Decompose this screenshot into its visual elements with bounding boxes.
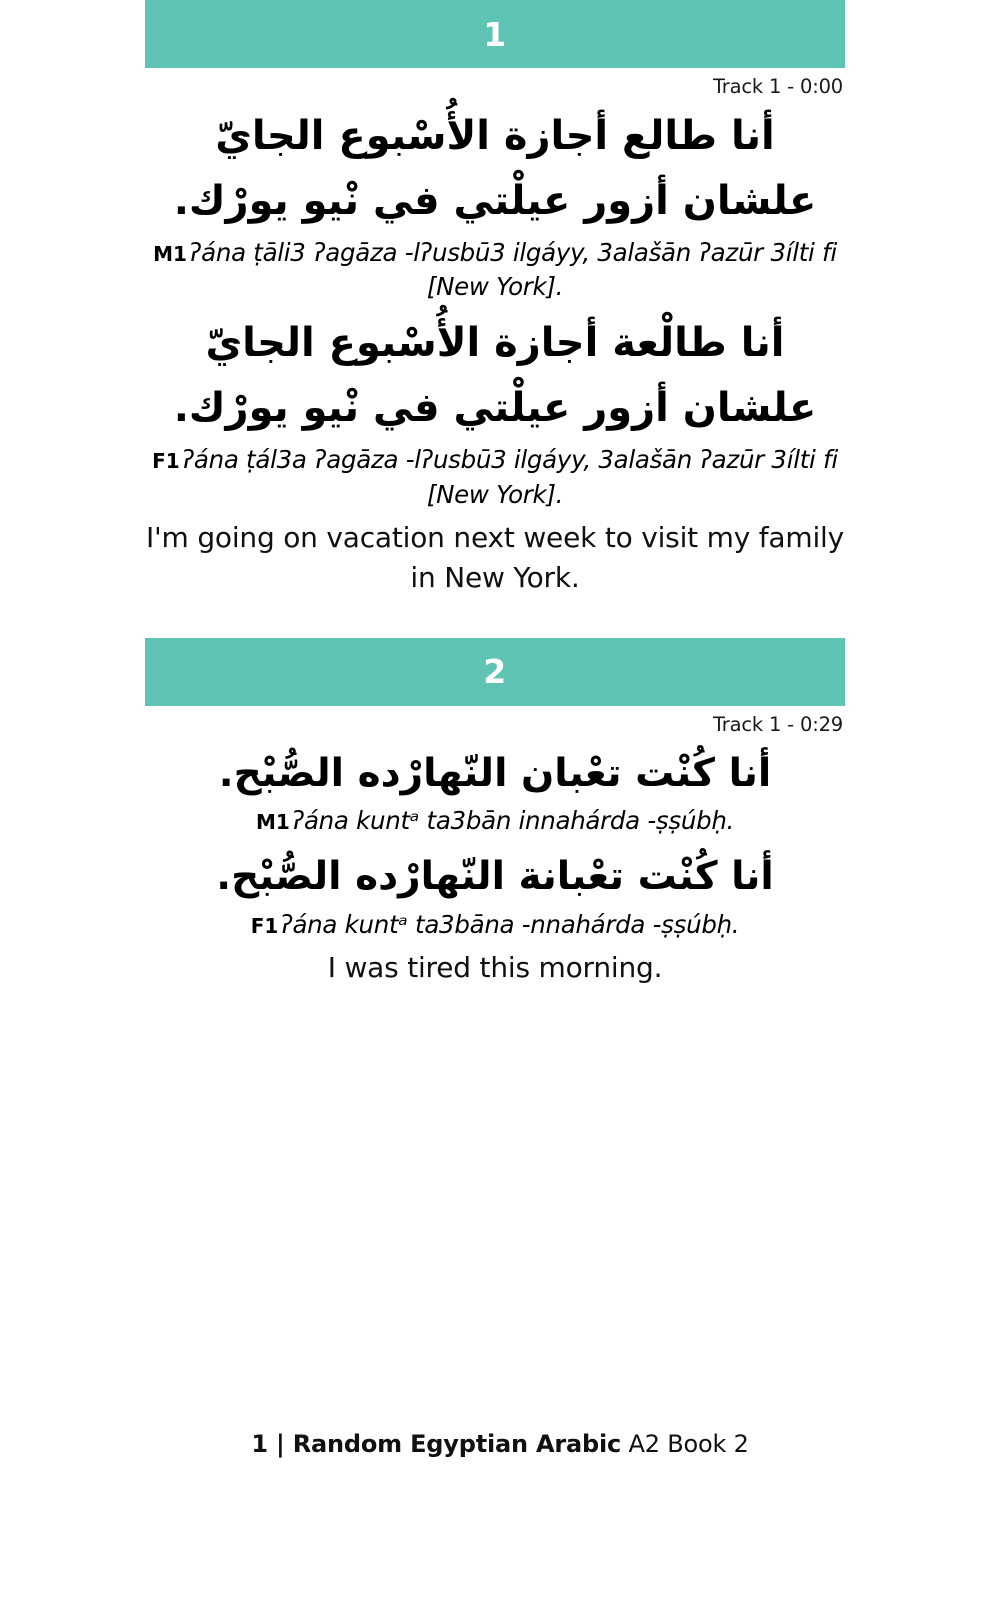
arabic-line: أنا طالْعة أجازة الأُسْبوع الجايّ علشان أزور عيلْتي في نْيو يورْك. <box>173 320 817 431</box>
item-number-band <box>145 638 845 706</box>
arabic-line: أنا كُنْت تعْبانة النّهارْده الصُّبْح. <box>216 854 774 900</box>
footer-title: 1 | Random Egyptian Arabic <box>251 1430 622 1458</box>
speaker-tag: F1 <box>152 448 180 473</box>
item-number: 2 <box>483 652 507 692</box>
speaker-tag: M1 <box>255 810 290 835</box>
transliteration-text: ʔána ṭál3a ʔagāza -lʔusbū3 ilgáyy, 3alašān ʔazūr 3ílti fi [New York]. <box>181 444 838 509</box>
transliteration-line <box>145 804 845 839</box>
footer-book-label: A2 Book 2 <box>628 1430 749 1458</box>
dialogue-item <box>145 638 845 988</box>
speaker-tag: M1 <box>153 241 187 266</box>
page-footer <box>0 1430 1000 1458</box>
track-label: Track 1 - 0:00 <box>712 75 843 98</box>
transliteration-line <box>145 236 845 306</box>
footer-subtitle <box>621 1430 628 1458</box>
speaker-tag: F1 <box>250 913 279 938</box>
english-translation: I was tired this morning. <box>327 951 663 985</box>
dialogue-item <box>145 0 845 598</box>
transliteration-line <box>145 908 845 943</box>
arabic-line: أنا طالع أجازة الأُسْبوع الجايّ علشان أزور عيلْتي في نْيو يورْك. <box>173 113 817 224</box>
item-number: 1 <box>483 14 507 54</box>
transliteration-text: ʔána kuntᵃ ta3bāna -nnahárda -ṣṣúbḥ. <box>280 909 740 939</box>
transliteration-line <box>145 443 845 513</box>
transliteration-text: ʔána kuntᵃ ta3bān innahárda -ṣṣúbḥ. <box>291 806 735 836</box>
arabic-line: أنا كُنْت تعْبان النّهارْده الصُّبْح. <box>218 750 772 796</box>
english-translation: I'm going on vacation next week to visit my family in New York. <box>146 521 844 595</box>
content-column <box>145 0 845 988</box>
item-number-band <box>145 0 845 68</box>
transliteration-text: ʔána ṭāli3 ʔagāza -lʔusbū3 ilgáyy, 3alašān ʔazūr 3ílti fi [New York]. <box>188 237 837 302</box>
track-label: Track 1 - 0:29 <box>712 712 843 736</box>
